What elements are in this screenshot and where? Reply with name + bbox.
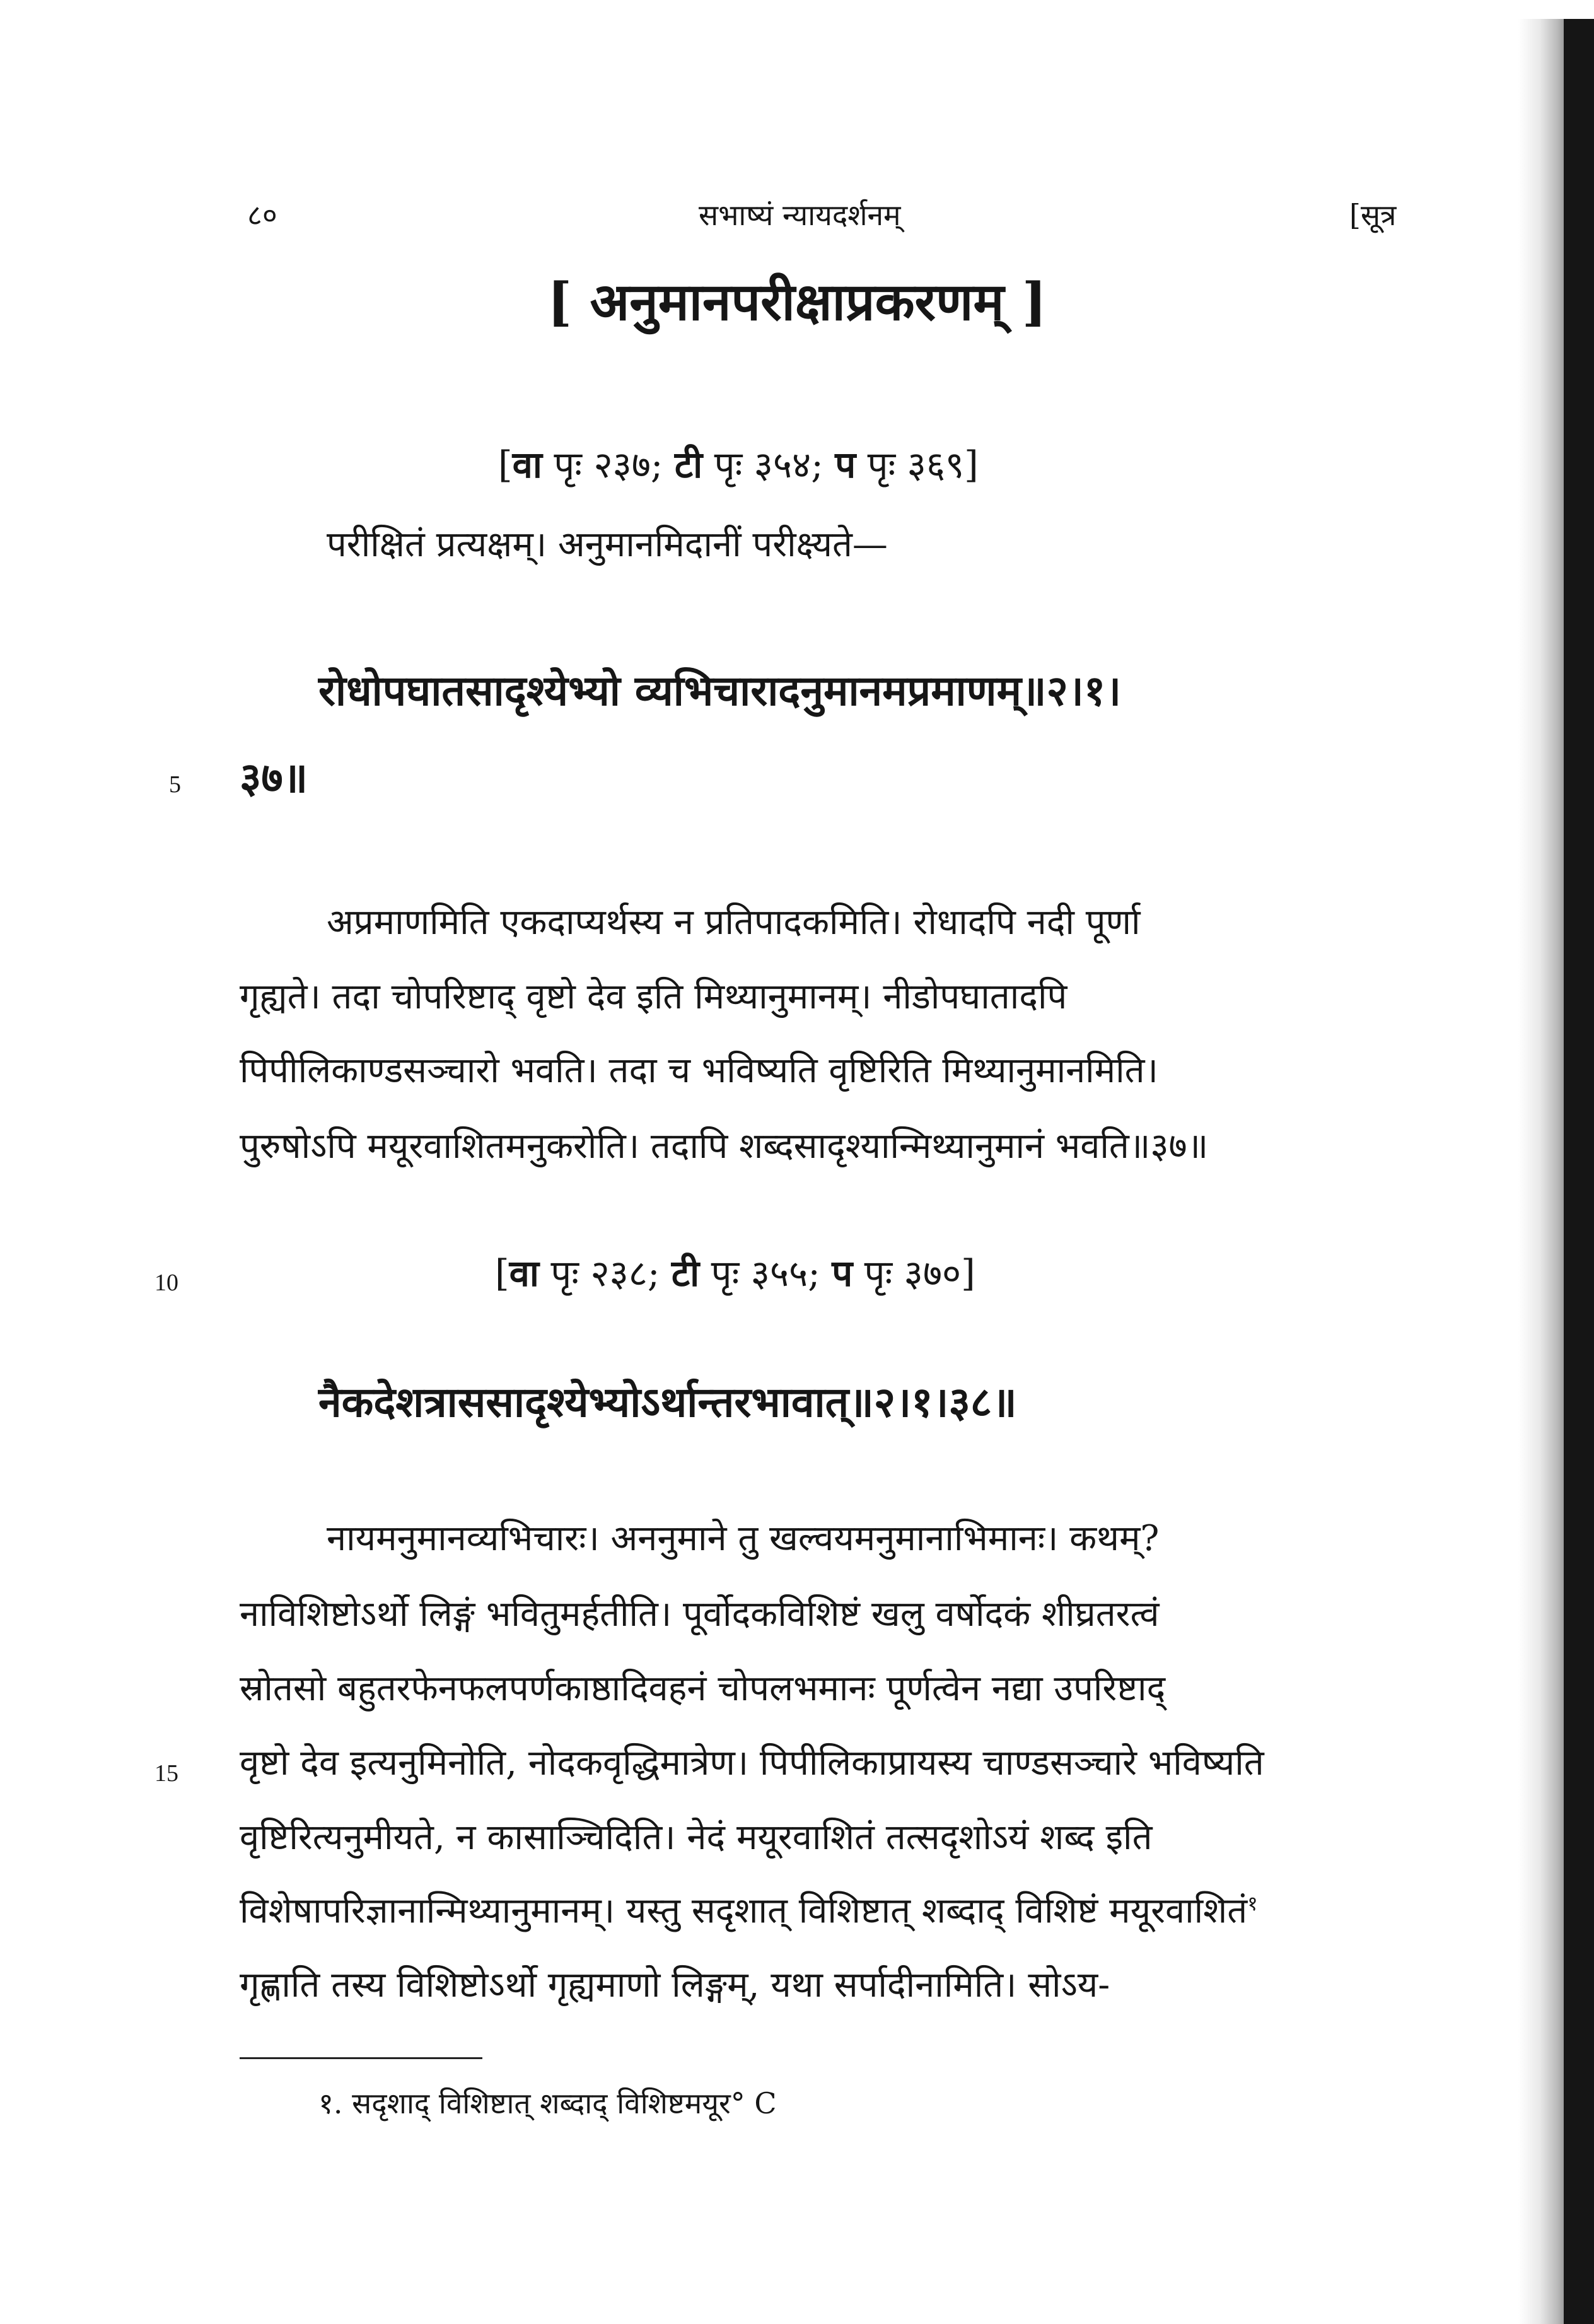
bhashya-38-line-7: गृह्णाति तस्य विशिष्टोऽर्थो गृह्यमाणो लिङ्गम्, यथा सर्पादीनामिति। सोऽय-: [240, 1965, 1110, 2006]
ref-vartika-label: वा: [512, 443, 542, 486]
footnote-marker: १: [1247, 1891, 1258, 1915]
ref-tika-page: पृः ३५४;: [714, 443, 823, 486]
ref-vartika-page: पृः २३७;: [554, 443, 663, 486]
bhashya-38-line-3: स्रोतसो बहुतरफेनफलपर्णकाष्ठादिवहनं चोपलभमानः पूर्णत्वेन नद्या उपरिष्टाद्: [240, 1668, 1166, 1709]
bhashya-37-line-3: पिपीलिकाण्डसञ्चारो भवति। तदा च भविष्यति वृष्टिरिति मिथ्यानुमानमिति।: [240, 1050, 1158, 1091]
ref-parishuddhi-page: पृः ३६९: [867, 443, 965, 486]
footnote-1: १. सदृशाद् विशिष्टात् शब्दाद् विशिष्टमयूर° C: [318, 2086, 777, 2120]
bhashya-38-line-5: वृष्टिरित्यनुमीयते, न कासाञ्चिदिति। नेदं मयूरवाशितं तत्सदृशोऽयं शब्द इति: [240, 1817, 1153, 1858]
bhashya-38-line-4: वृष्टो देव इत्यनुमिनोति, नोदकवृद्धिमात्रेण। पिपीलिकाप्रायस्य चाण्डसञ्चारे भविष्यति: [240, 1743, 1264, 1784]
ref-close-bracket: ]: [961, 1252, 975, 1295]
section-label: [सूत्र: [1349, 198, 1397, 232]
bhashya-37-line-1: अप्रमाणमिति एकदाप्यर्थस्य न प्रतिपादकमिति। रोधादपि नदी पूर्णा: [327, 902, 1141, 943]
sutra-38: नैकदेशत्राससादृश्येभ्योऽर्थान्तरभावात्॥२।१।३८॥: [318, 1377, 1017, 1427]
section-title: [ अनुमानपरीक्षाप्रकरणम् ]: [547, 272, 1047, 332]
reference-line-1: [498, 443, 979, 486]
ref-vartika-label: वा: [509, 1252, 539, 1295]
book-spine-edge: [1564, 19, 1594, 2324]
ref-tika-page: पृः ३५५;: [711, 1252, 820, 1295]
page-number: ८०: [247, 198, 277, 232]
bhashya-38-line-6-text: विशेषापरिज्ञानान्मिथ्यानुमानम्। यस्तु सदृशात् विशिष्टात् शब्दाद् विशिष्टं मयूरवाशितं: [240, 1890, 1248, 1932]
line-number-15: 15: [154, 1760, 178, 1787]
ref-parishuddhi-label: प: [835, 443, 856, 486]
ref-close-bracket: ]: [964, 443, 979, 486]
ref-tika-label: टी: [674, 443, 703, 486]
ref-tika-label: टी: [671, 1252, 700, 1295]
bhashya-37-line-2: गृह्यते। तदा चोपरिष्टाद् वृष्टो देव इति मिथ्यानुमानम्। नीडोपघातादपि: [240, 976, 1068, 1017]
bhashya-38-line-1: नायमनुमानव्यभिचारः। अननुमाने तु खल्वयमनुमानाभिमानः। कथम्?: [327, 1518, 1160, 1559]
running-title: सभाष्यं न्यायदर्शनम्: [699, 198, 901, 232]
sutra-37-line-2: ३७॥: [240, 753, 308, 802]
ref-open-bracket: [: [498, 443, 513, 486]
bhashya-37-line-4: पुरुषोऽपि मयूरवाशितमनुकरोति। तदापि शब्दसादृश्यान्मिथ्यानुमानं भवति॥३७॥: [240, 1126, 1209, 1167]
ref-open-bracket: [: [495, 1252, 509, 1295]
footnote-rule: [240, 2057, 482, 2059]
ref-vartika-page: पृः २३८;: [550, 1252, 660, 1295]
ref-parishuddhi-page: पृः ३७०: [864, 1252, 962, 1295]
intro-line: परीक्षितं प्रत्यक्षम्। अनुमानमिदानीं परीक्ष्यते—: [327, 524, 888, 565]
reference-line-2: [495, 1252, 975, 1295]
sutra-37-line-1: रोधोपघातसादृश्येभ्यो व्यभिचारादनुमानमप्रमाणम्॥२।१।: [318, 666, 1122, 715]
ref-parishuddhi-label: प: [832, 1252, 853, 1295]
bhashya-38-line-6: [240, 1890, 1258, 1932]
line-number-10: 10: [154, 1270, 178, 1296]
bhashya-38-line-2: नाविशिष्टोऽर्थो लिङ्गं भवितुमर्हतीति। पूर्वोदकविशिष्टं खलु वर्षोदकं शीघ्रतरत्वं: [240, 1594, 1160, 1635]
line-number-5: 5: [169, 771, 181, 798]
